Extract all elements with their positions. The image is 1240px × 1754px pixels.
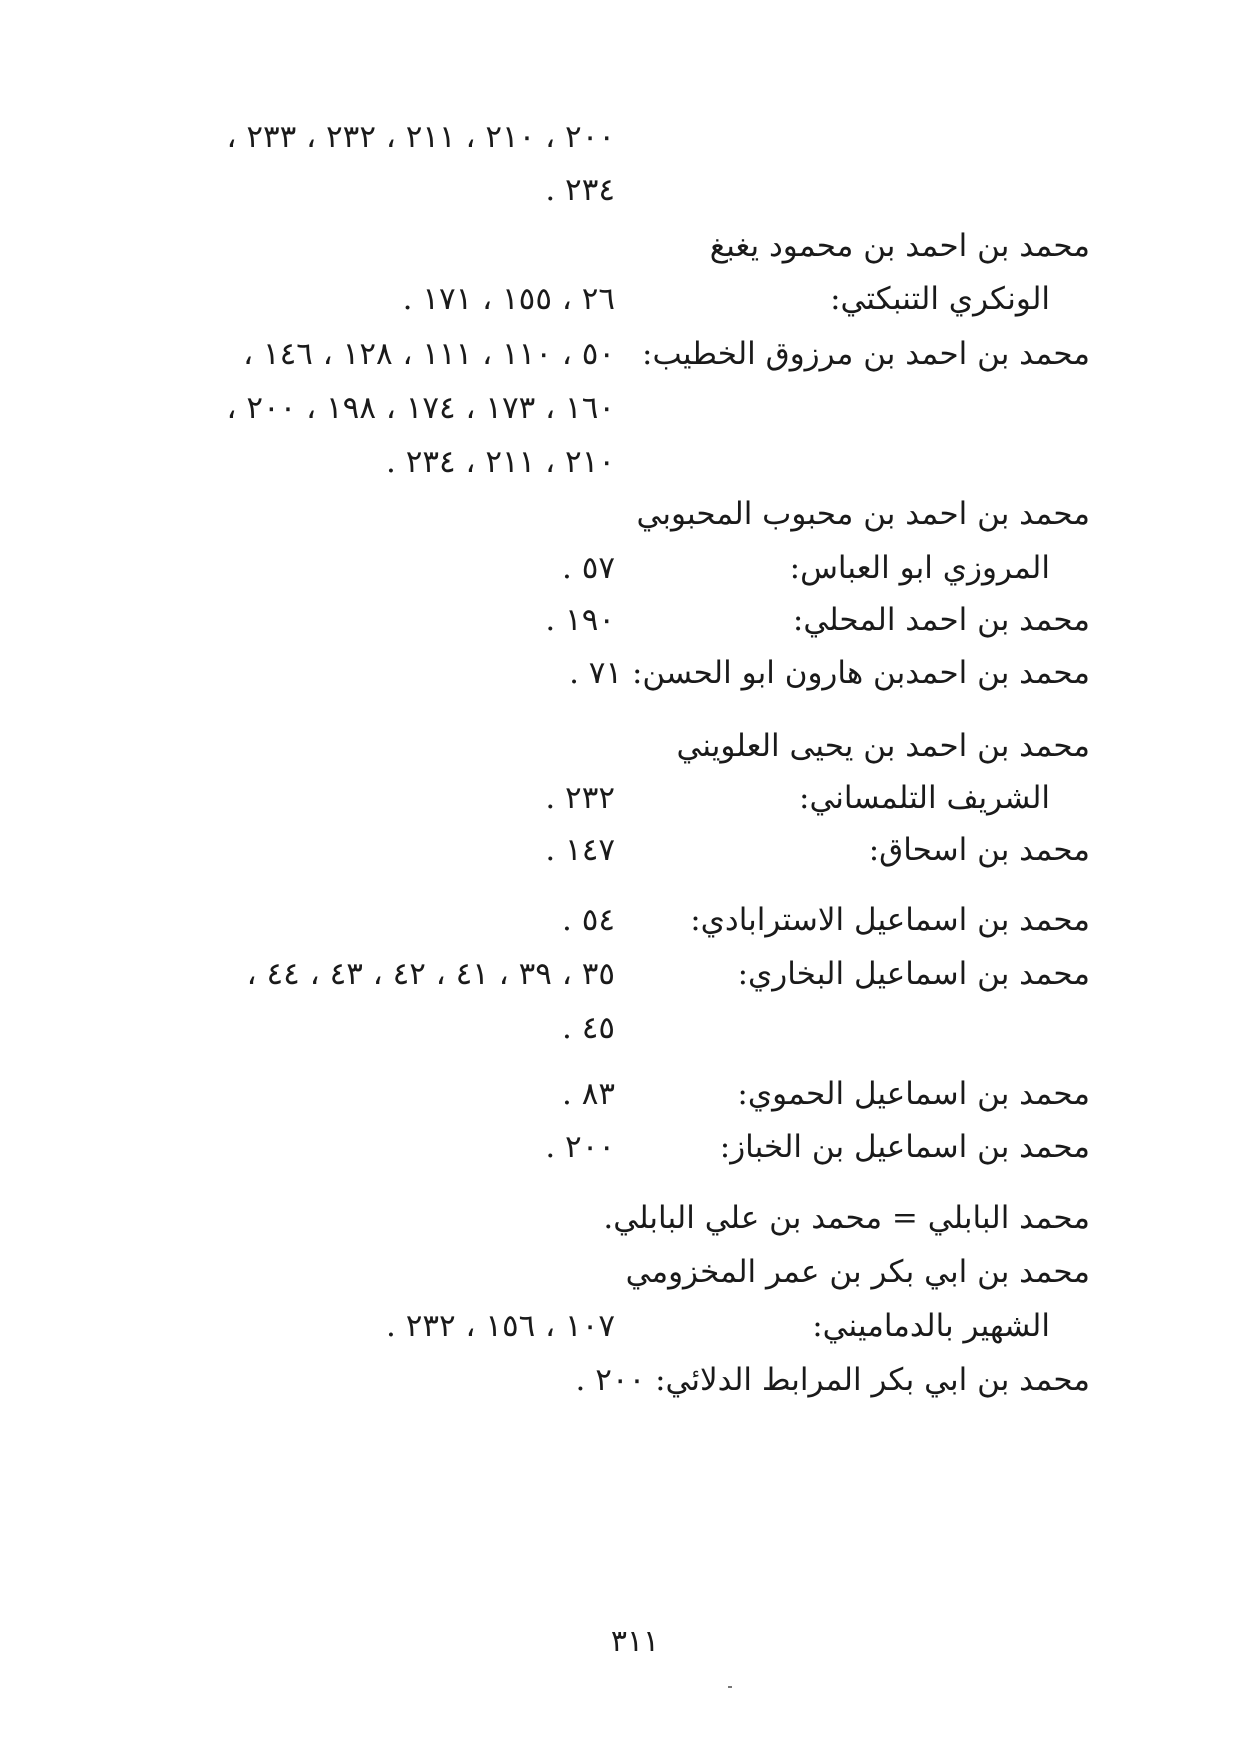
entry-name: محمد بن ابي بكر المرابط الدلائي: ٢٠٠ . bbox=[575, 1362, 1090, 1398]
entry-pages: ٢٣٢ . bbox=[545, 780, 615, 816]
entry-name: محمد بن اسماعيل الحموي: bbox=[737, 1076, 1090, 1112]
entry-pages: ٥٧ . bbox=[561, 550, 615, 586]
entry-pages: ١٩٠ . bbox=[545, 602, 615, 638]
entry-name: محمد بن اسماعيل البخاري: bbox=[737, 956, 1090, 992]
entry-name-line: المروزي ابو العباس: bbox=[789, 550, 1050, 586]
entry-pages-line: ٢١٠ ، ٢١١ ، ٢٣٤ . bbox=[385, 444, 615, 480]
entry-pages-line: ٣٥ ، ٣٩ ، ٤١ ، ٤٢ ، ٤٣ ، ٤٤ ، bbox=[246, 956, 615, 992]
entry-pages: ٧١ . bbox=[569, 655, 632, 691]
entry-name-line: الشهير بالدماميني: bbox=[812, 1308, 1050, 1344]
entry-pages: ١٠٧ ، ١٥٦ ، ٢٣٢ . bbox=[385, 1308, 615, 1344]
entry-name: محمد بن احمد بن مرزوق الخطيب: bbox=[642, 336, 1090, 372]
entry-name-line: محمد بن احمد بن يحيى العلويني bbox=[676, 728, 1090, 764]
entry-pages: ٢٠٠ . bbox=[545, 1129, 615, 1165]
entry-pages: ٨٣ . bbox=[561, 1076, 615, 1112]
entry-pages: ١٤٧ . bbox=[545, 832, 615, 868]
page-number: ٣١١ bbox=[610, 1624, 660, 1659]
entry-name: محمد بن اسماعيل بن الخباز: bbox=[719, 1129, 1090, 1165]
entry-pages: ٥٤ . bbox=[561, 902, 615, 938]
entry-name: محمد بن اسحاق: bbox=[868, 832, 1090, 868]
entry-cross-reference: محمد البابلي = محمد بن علي البابلي. bbox=[603, 1200, 1090, 1236]
entry-name-line: محمد بن احمد بن محبوب المحبوبي bbox=[636, 496, 1090, 532]
entry-pages: ٢٠٠ . bbox=[575, 1362, 656, 1398]
entry-name: محمد بن احمد المحلي: bbox=[792, 602, 1090, 638]
entry-name-line: الونكري التنبكتي: bbox=[830, 281, 1050, 317]
scan-speck bbox=[728, 1686, 732, 1688]
entry-pages: ٢٦ ، ١٥٥ ، ١٧١ . bbox=[402, 281, 615, 317]
entry-name: محمد بن اسماعيل الاسترابادي: bbox=[690, 902, 1090, 938]
entry-pages-line: ٢٠٠ ، ٢١٠ ، ٢١١ ، ٢٣٢ ، ٢٣٣ ، bbox=[226, 119, 615, 155]
entry-name: محمد بن احمدبن هارون ابو الحسن: ٧١ . bbox=[569, 655, 1090, 691]
entry-pages-line: ٤٥ . bbox=[561, 1010, 615, 1046]
entry-name-line: محمد بن احمد بن محمود يغبغ bbox=[709, 228, 1090, 264]
entry-pages-line: ٥٠ ، ١١٠ ، ١١١ ، ١٢٨ ، ١٤٦ ، bbox=[243, 336, 615, 372]
entry-name-line: الشريف التلمساني: bbox=[799, 780, 1050, 816]
entry-pages-line: ٢٣٤ . bbox=[545, 172, 615, 208]
entry-name-line: محمد بن ابي بكر بن عمر المخزومي bbox=[625, 1254, 1090, 1290]
entry-pages-line: ١٦٠ ، ١٧٣ ، ١٧٤ ، ١٩٨ ، ٢٠٠ ، bbox=[226, 390, 615, 426]
